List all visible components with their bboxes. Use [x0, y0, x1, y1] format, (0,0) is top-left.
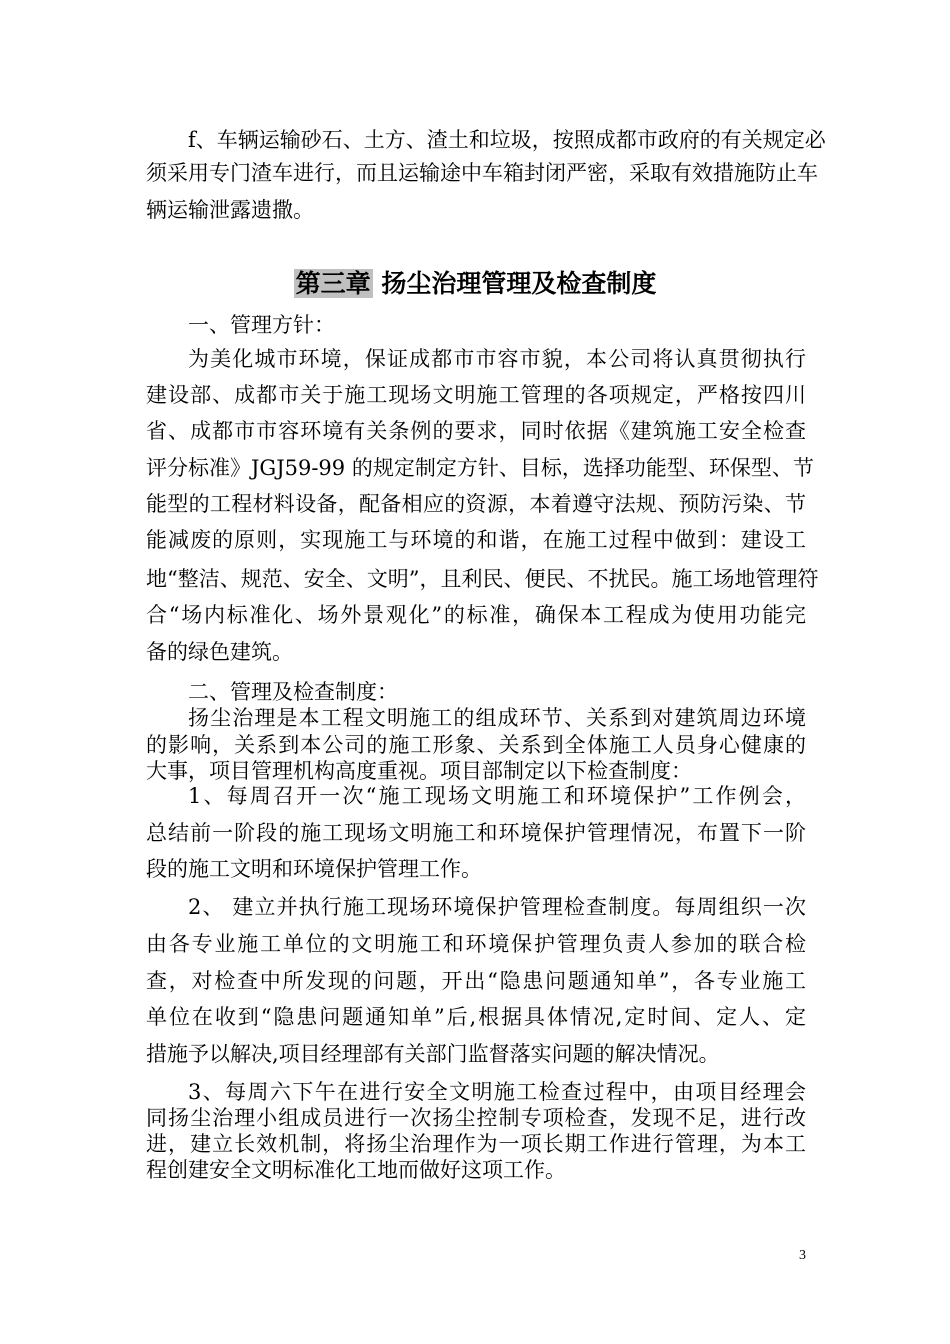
- chapter-number: 第三章: [295, 269, 371, 298]
- list-item-line: 段的施工文明和环境保护管理工作。: [146, 857, 482, 881]
- paragraph-line: 备的绿色建筑。: [146, 640, 293, 664]
- paragraph-line: 地“整洁、规范、安全、文明”，且利民、便民、不扰民。施工场地管理符: [146, 567, 819, 591]
- intro-line: 须采用专门渣车进行，而且运输途中车箱封闭严密，采取有效措施防止车: [146, 161, 818, 185]
- paragraph-line: 大事，项目管理机构高度重视。项目部制定以下检查制度：: [146, 759, 692, 783]
- list-item-line: 由各专业施工单位的文明施工和环境保护管理负责人参加的联合检: [146, 932, 806, 956]
- section-heading: 一、管理方针：: [188, 313, 335, 337]
- list-item-line: 3、每周六下午在进行安全文明施工检查过程中，由项目经理会: [188, 1080, 806, 1104]
- list-item-line: 单位在收到“隐患问题通知单”后,根据具体情况,定时间、定人、定: [146, 1005, 806, 1029]
- paragraph-line: 能型的工程材料设备，配备相应的资源，本着遵守法规、预防污染、节: [146, 492, 806, 516]
- list-item-line: 2、 建立并执行施工现场环境保护管理检查制度。每周组织一次: [188, 895, 806, 919]
- paragraph-line: 合“场内标准化、场外景观化”的标准，确保本工程成为使用功能完: [146, 603, 806, 627]
- chapter-heading: [0, 268, 950, 300]
- list-item-line: 程创建安全文明标准化工地而做好这项工作。: [146, 1158, 566, 1182]
- chapter-title: 扬尘治理管理及检查制度: [381, 269, 657, 298]
- paragraph-line: 能减废的原则，实现施工与环境的和谐，在施工过程中做到：建设工: [146, 528, 806, 552]
- list-item-line: 同扬尘治理小组成员进行一次扬尘控制专项检查，发现不足，进行改: [146, 1106, 806, 1130]
- list-item-line: 查，对检查中所发现的问题，开出“隐患问题通知单”，各专业施工: [146, 969, 806, 993]
- list-item-line: 进，建立长效机制，将扬尘治理作为一项长期工作进行管理，为本工: [146, 1132, 806, 1156]
- paragraph-line: 评分标准》JGJ59-99 的规定制定方针、目标，选择功能型、环保型、节: [146, 456, 814, 480]
- paragraph-line: 建设部、成都市关于施工现场文明施工管理的各项规定，严格按四川: [146, 383, 806, 407]
- intro-line: f、车辆运输砂石、土方、渣土和垃圾，按照成都市政府的有关规定必: [188, 128, 826, 152]
- paragraph-line: 的影响，关系到本公司的施工形象、关系到全体施工人员身心健康的: [146, 733, 806, 757]
- list-item-line: 总结前一阶段的施工现场文明施工和环境保护管理情况，布置下一阶: [146, 821, 806, 845]
- list-item-line: 措施予以解决,项目经理部有关部门监督落实问题的解决情况。: [146, 1042, 720, 1066]
- list-item-line: 1、每周召开一次“施工现场文明施工和环境保护”工作例会，: [188, 784, 806, 808]
- paragraph-line: 为美化城市环境，保证成都市市容市貌，本公司将认真贯彻执行: [188, 347, 806, 371]
- section-heading: 二、管理及检查制度：: [188, 680, 398, 704]
- paragraph-line: 扬尘治理是本工程文明施工的组成环节、关系到对建筑周边环境: [188, 706, 806, 730]
- page-number: 3: [799, 1248, 806, 1263]
- paragraph-line: 省、成都市市容环境有关条例的要求，同时依据《建筑施工安全检查: [146, 419, 806, 443]
- intro-line: 辆运输泄露遗撒。: [146, 198, 314, 222]
